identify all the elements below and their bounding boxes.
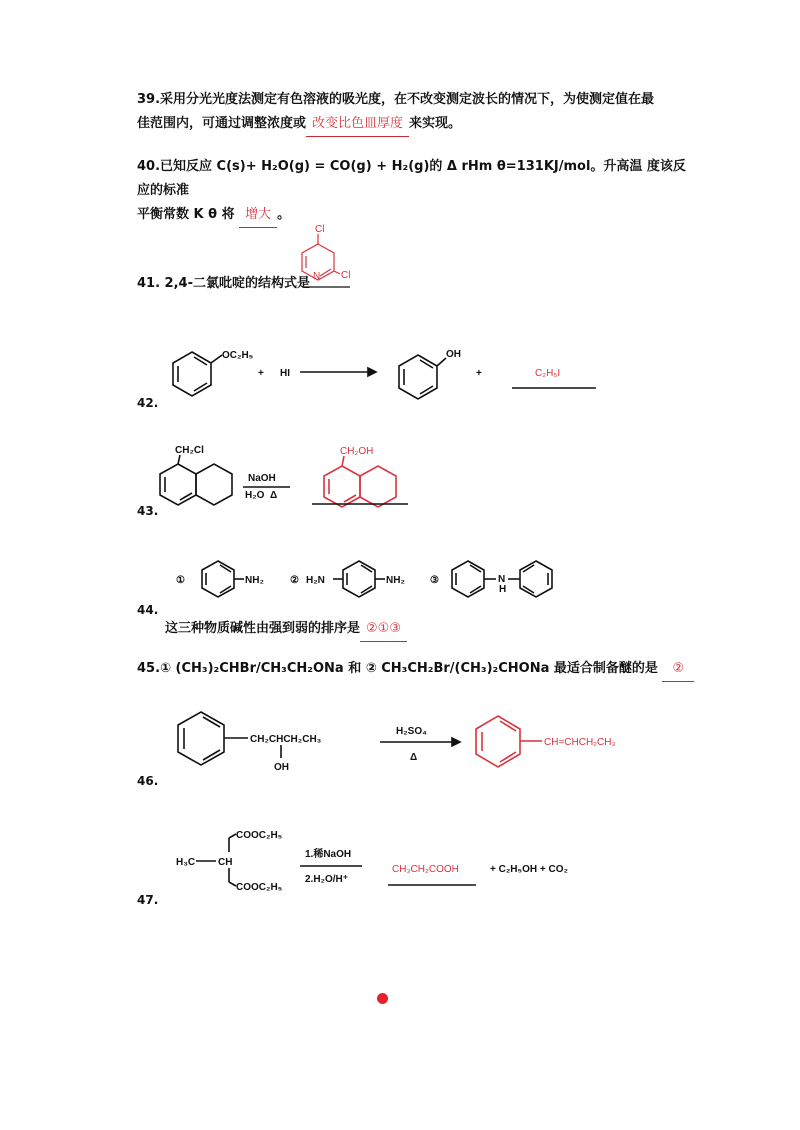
q42-arrowhead [368,368,376,376]
q42-oh: OH [446,349,461,360]
q45-answer: ② [662,657,694,682]
q46-delta: Δ [410,752,418,763]
q41-n-label: N [313,271,321,282]
q47-reagent-1: 1.稀NaOH [305,849,352,860]
q46-answer: CH=CHCH₂CH₃ [544,737,616,748]
q44-label-1: ① [176,575,185,586]
q44-question: 这三种物质碱性由强到弱的排序是 [165,621,361,636]
q42-answer: C₂H₅I [535,368,561,379]
q44-nh2-1: NH₂ [245,575,264,586]
q47-h3c: H₃C [176,857,196,868]
q42-phenol [399,355,446,399]
q46-h2so4: H₂SO₄ [396,726,427,737]
q40-text2: 平衡常数 K θ 将 [137,207,235,222]
q47-number: 47. [137,893,159,907]
q43-naoh: NaOH [248,473,276,484]
q39-text2: 佳范围内，可通过调整浓度或 [137,116,307,131]
q47-reagent-2: 2.H₂O/H⁺ [305,874,349,885]
q42-plus1: + [258,368,264,379]
q47-ch: CH [218,857,233,868]
q42-plus2: + [476,368,482,379]
q44-phenylenediamine [333,561,385,597]
q43-h2o: H₂O [245,490,265,501]
q46-arrowhead [452,738,460,746]
q47-ester-bottom: COOC₂H₅ [236,882,283,893]
q44-label-3: ③ [430,575,439,586]
q46-chain: CH₂CHCH₂CH₃ [250,734,322,745]
q43-delta: Δ [270,490,278,501]
q46-oh: OH [274,762,289,773]
q44-nh2-2: NH₂ [386,575,405,586]
q44-n: N [498,574,506,585]
q44-aniline [202,561,244,597]
q40-line1: 40.已知反应 C(s)+ H₂O(g) = CO(g) + H₂(g)的 Δ rHm θ=131KJ/mol。升高温 度该反应的标准 [137,159,686,198]
q43-reactant [160,455,232,505]
q42-oc2h5: OC₂H₅ [222,350,254,361]
q42-number: 42. [137,396,159,410]
q43-ch2cl: CH₂Cl [175,445,204,456]
q47-rest: + C₂H₅OH + CO₂ [490,864,568,875]
q41-cl-side: Cl [341,270,351,281]
q45-text: 45.① (CH₃)₂CHBr/CH₃CH₂ONa 和 ② CH₃CH₂Br/(CH₃)₂CHONa 最适合制备醚的是 [137,661,658,676]
q44-answer: ②①③ [360,617,407,642]
q40-answer: 增大 [239,203,277,228]
question-41-text: 41. 2,4-二氯吡啶的结构式是 [137,276,310,291]
q40-text3: 。 [277,207,291,222]
q47-answer: CH₃CH₂COOH [392,864,459,875]
q39-answer: 改变比色皿厚度 [306,112,409,137]
q44-label-2: ② [290,575,299,586]
q44-number: 44. [137,603,159,617]
q42-ethoxybenzene [173,352,222,396]
q42-hi: HI [280,368,290,379]
q46-product [476,716,542,767]
q46-number: 46. [137,774,159,788]
q43-number: 43. [137,504,159,518]
q44-h: H [499,584,507,595]
q41-cl-top: Cl [315,224,325,235]
q41-dichloropyridine [302,234,340,280]
q47-ester-top: COOC₂H₅ [236,830,283,841]
q43-product [324,456,396,507]
q39-text3: 来实现。 [409,116,462,131]
q44-h2n: H₂N [306,575,325,586]
q43-ch2oh: CH₂OH [340,446,374,457]
q39-line1: 39.采用分光光度法测定有色溶液的吸光度，在不改变测定波长的情况下，为使测定值在最 [137,92,655,107]
